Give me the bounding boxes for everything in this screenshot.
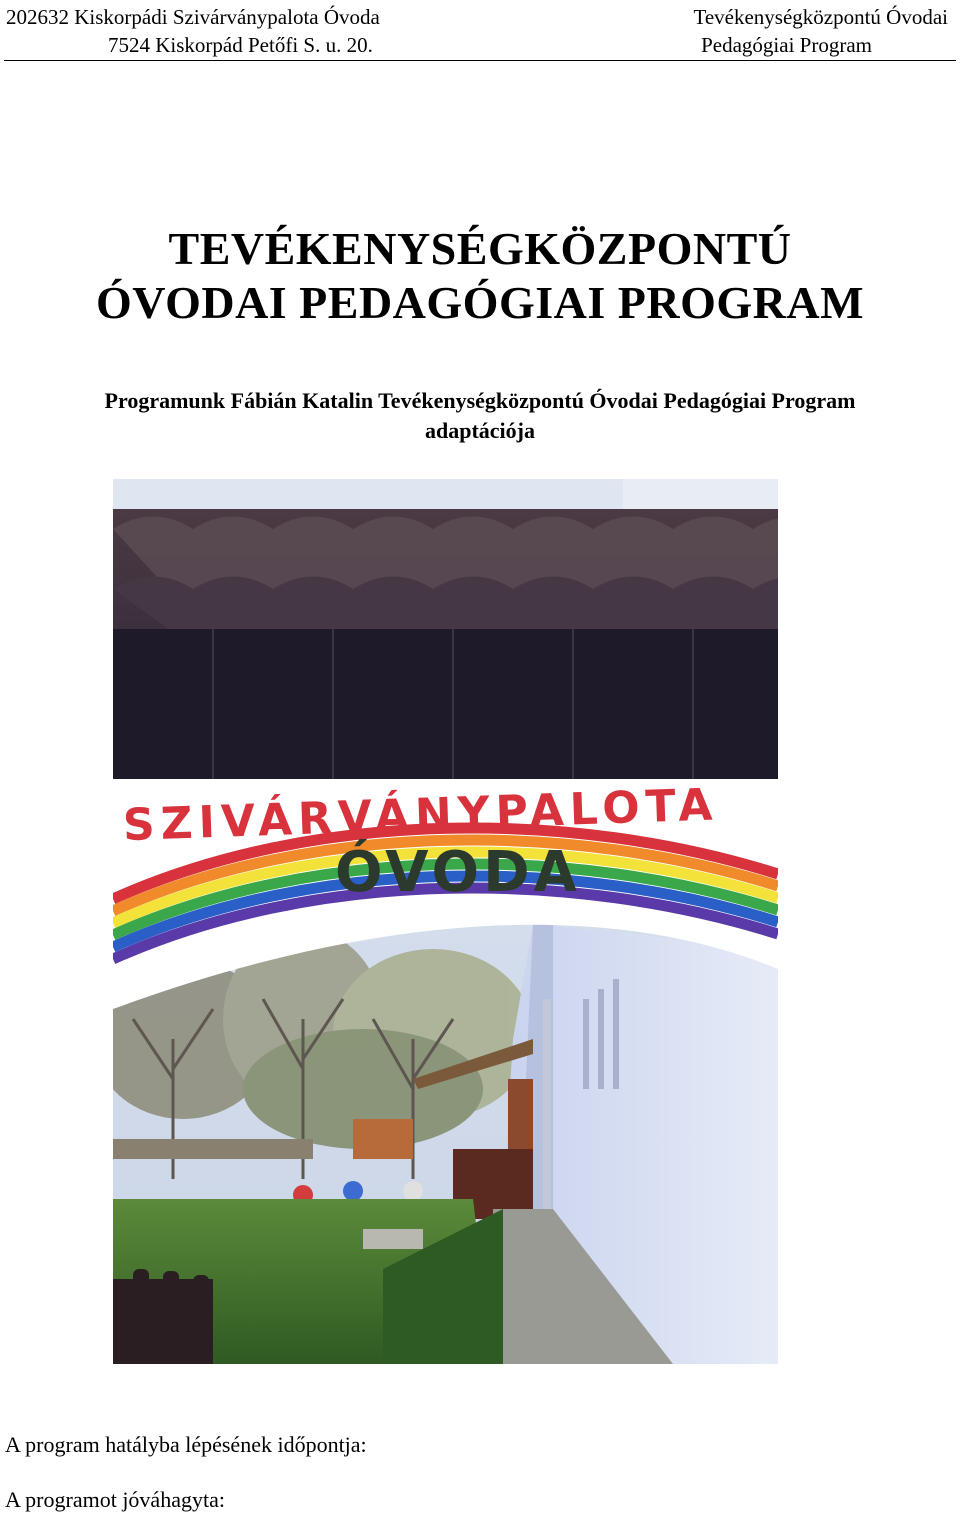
effective-date-label: A program hatályba lépésének időpontja: — [5, 1432, 367, 1457]
document-title — [0, 222, 960, 330]
subtitle-line-1: Programunk Fábián Katalin Tevékenységközpontú Óvodai Pedagógiai Program — [104, 388, 856, 413]
kindergarten-gate-photo — [113, 479, 778, 1364]
title-line-1: TEVÉKENYSÉGKÖZPONTÚ — [168, 223, 792, 274]
approved-by-label: A programot jóváhagyta: — [5, 1487, 225, 1512]
header-institution-address: 7524 Kiskorpád Petőfi S. u. 20. — [108, 33, 373, 57]
subtitle-line-2: adaptációja — [425, 418, 535, 443]
document-subtitle — [30, 386, 930, 446]
header-institution-name: 202632 Kiskorpádi Szivárványpalota Óvoda — [6, 5, 380, 29]
title-line-2: ÓVODAI PEDAGÓGIAI PROGRAM — [95, 277, 865, 328]
sign-line-1: SZIVÁRVÁNYPALOTA — [122, 779, 720, 852]
header-program-title-2: Pedagógiai Program — [701, 33, 872, 57]
sign-line-2: ÓVODA — [335, 840, 581, 905]
page-header — [4, 0, 956, 61]
header-program-title-1: Tevékenységközpontú Óvodai — [693, 5, 948, 29]
roof-tiles — [113, 479, 778, 779]
